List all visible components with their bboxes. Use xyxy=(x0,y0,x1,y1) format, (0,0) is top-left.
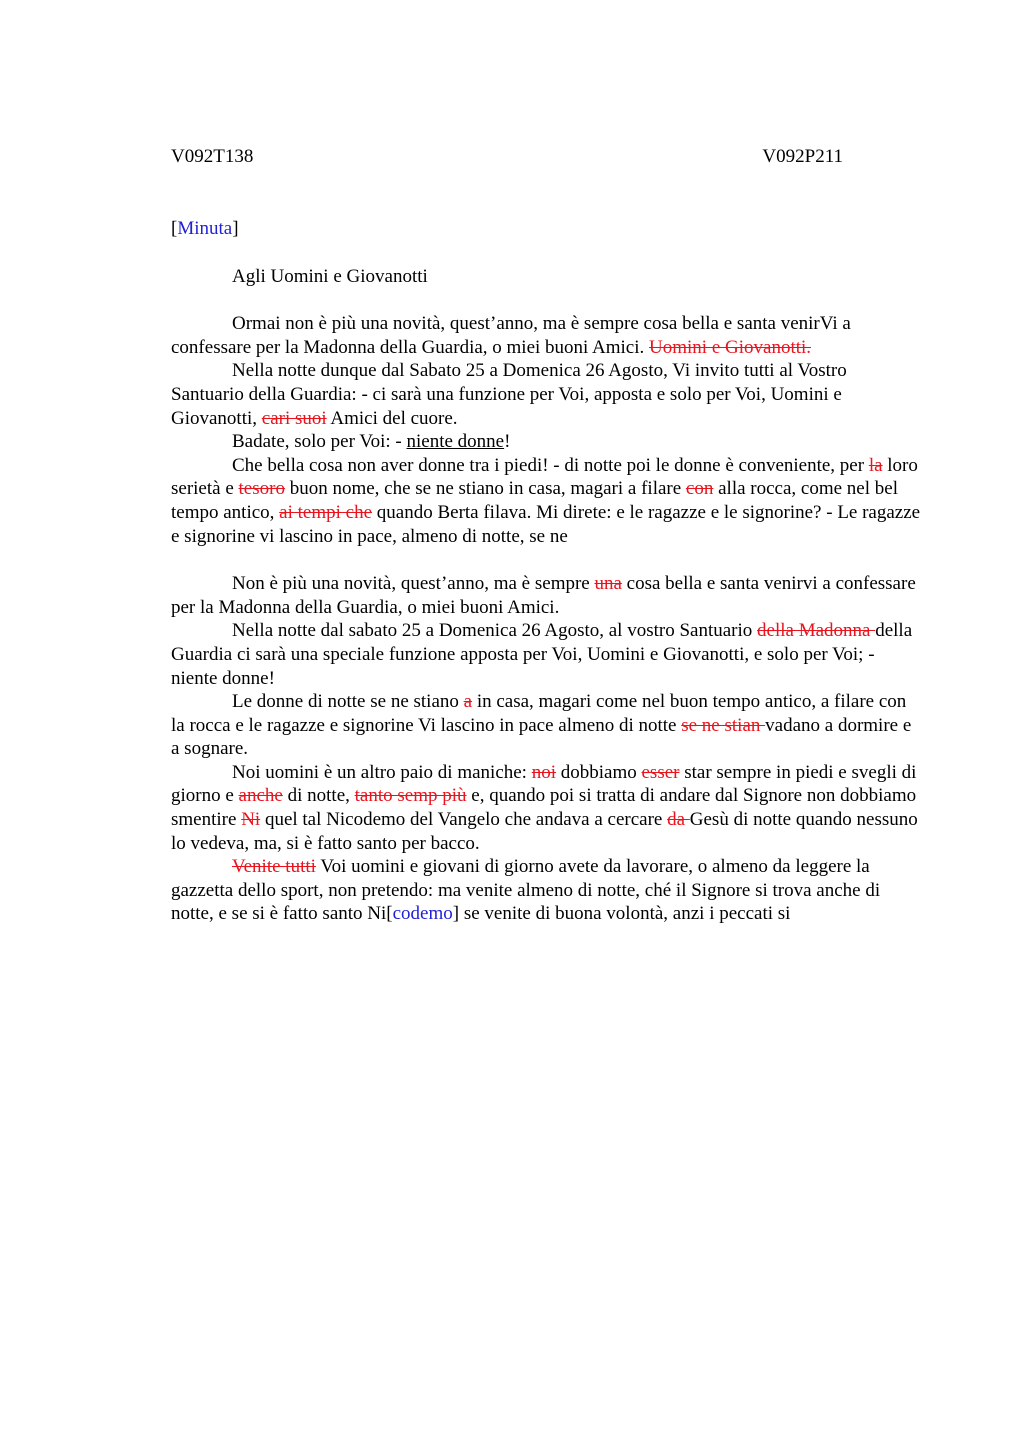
text-run: alla rocca, come nel bel tempo antico, xyxy=(171,478,898,523)
paragraph xyxy=(171,855,923,926)
deleted-text: la xyxy=(868,454,883,476)
text-run: Che bella cosa non aver donne tra i piedi! - di notte poi le donne è conveniente, per xyxy=(232,454,869,476)
page-code: V092P211 xyxy=(762,146,843,167)
paragraph xyxy=(171,454,923,548)
text-run: quando Berta filava. Mi direte: e le ragazze e le signorine? - Le ragazze e signorine vi lascino in pace, almeno di notte, se ne xyxy=(171,501,921,547)
archive-codes xyxy=(171,145,923,169)
first-draft xyxy=(171,312,923,548)
text-run: Nella notte dal sabato 25 a Domenica 26 Agosto, al vostro Santuario xyxy=(232,620,758,642)
bracket-open: [ xyxy=(171,218,178,239)
bracket-close: ] xyxy=(452,903,460,925)
text-run: Le donne di notte se ne stiano xyxy=(232,691,464,713)
text-run: Voi uomini e giovani di giorno avete da lavorare, o almeno da leggere la gazzetta dello sport, non pretendo: ma venite almeno di notte, ché il Signore si trova anche di notte, e se si è fatto santo Ni xyxy=(171,856,881,925)
document-code: V092T138 xyxy=(171,146,254,167)
text-run: della Guardia ci sarà una speciale funzione apposta per Voi, Uomini e Giovanotti, e solo per Voi; - niente donne! xyxy=(171,620,913,689)
deleted-text: con xyxy=(685,478,714,500)
deleted-text: Uomini e Giovanotti. xyxy=(649,336,812,358)
paragraph xyxy=(171,761,923,855)
text-run: e, quando poi si tratta di andare dal Signore non dobbiamo smentire xyxy=(171,785,917,831)
paragraph xyxy=(171,690,923,761)
text-run: star sempre in piedi e svegli di giorno e xyxy=(171,761,917,807)
paragraph xyxy=(171,430,923,454)
paragraph xyxy=(171,312,923,359)
text-run: in casa, magari come nel buon tempo antico, a filare con la rocca e le ragazze e signorine Vi lascino in pace almeno di notte xyxy=(171,691,907,736)
paragraph xyxy=(171,619,923,690)
underlined-text: niente donne xyxy=(406,431,505,453)
bracket-close: ] xyxy=(232,218,239,239)
minuta-editorial-note: Minuta xyxy=(177,218,233,239)
text-run: Badate, solo per Voi: - xyxy=(232,431,407,453)
deleted-text: a xyxy=(463,691,473,713)
text-run: Amici del cuore. xyxy=(326,407,458,429)
text-run: vadano a dormire e a sognare. xyxy=(171,714,912,760)
text-run: cosa bella e santa venirvi a confessare per la Madonna della Guardia, o miei buoni Amici. xyxy=(171,573,916,618)
text-run: Gesù di notte quando nessuno lo vedeva, ma, si è fatto santo per bacco. xyxy=(171,809,918,854)
deleted-text: se ne stian xyxy=(681,714,766,736)
deleted-text: noi xyxy=(531,761,556,783)
text-run: Nella notte dunque dal Sabato 25 a Domenica 26 Agosto, Vi invito tutti al Vostro Santuario della Guardia: - ci sarà una funzione per Voi, apposta e solo per Voi, Uomini e Giovanotti, xyxy=(171,360,847,429)
bracket-open: [ xyxy=(386,903,393,925)
paragraph xyxy=(171,359,923,430)
deleted-text: della Madonna xyxy=(757,620,876,642)
letter-title: Agli Uomini e Giovanotti xyxy=(232,265,428,287)
text-run: quel tal Nicodemo del Vangelo che andava a cercare xyxy=(260,809,668,831)
deleted-text: Venite tutti xyxy=(232,856,316,878)
deleted-text: ai tempi che xyxy=(279,501,373,523)
text-run: Ormai non è più una novità, quest’anno, ma è sempre cosa bella e santa venirVi a confessare per la Madonna della Guardia, o miei buoni Amici. xyxy=(171,313,851,358)
deleted-text: cari suoi xyxy=(261,407,327,429)
minuta-label xyxy=(171,217,923,241)
deleted-text: una xyxy=(594,573,622,595)
deleted-text: tanto semp più xyxy=(354,785,467,807)
deleted-text: anche xyxy=(238,785,283,807)
editorial-completion: codemo xyxy=(392,903,453,925)
deleted-text: tesoro xyxy=(238,478,285,500)
document-page xyxy=(171,145,923,926)
text-run: Noi uomini è un altro paio di maniche: xyxy=(232,761,532,783)
text-run: loro serietà e xyxy=(171,454,918,500)
text-run: dobbiamo xyxy=(556,761,642,783)
text-run: Non è più una novità, quest’anno, ma è sempre xyxy=(232,573,595,595)
text-run: di notte, xyxy=(282,785,355,807)
deleted-text: da xyxy=(667,809,690,831)
paragraph xyxy=(171,572,923,619)
deleted-text: esser xyxy=(641,761,680,783)
text-run: ! xyxy=(504,431,511,453)
text-run: se venite di buona volontà, anzi i peccati si xyxy=(459,903,791,925)
deleted-text: Ni xyxy=(241,809,261,831)
text-run: buon nome, che se ne stiano in casa, magari a filare xyxy=(284,478,686,500)
second-draft xyxy=(171,572,923,926)
